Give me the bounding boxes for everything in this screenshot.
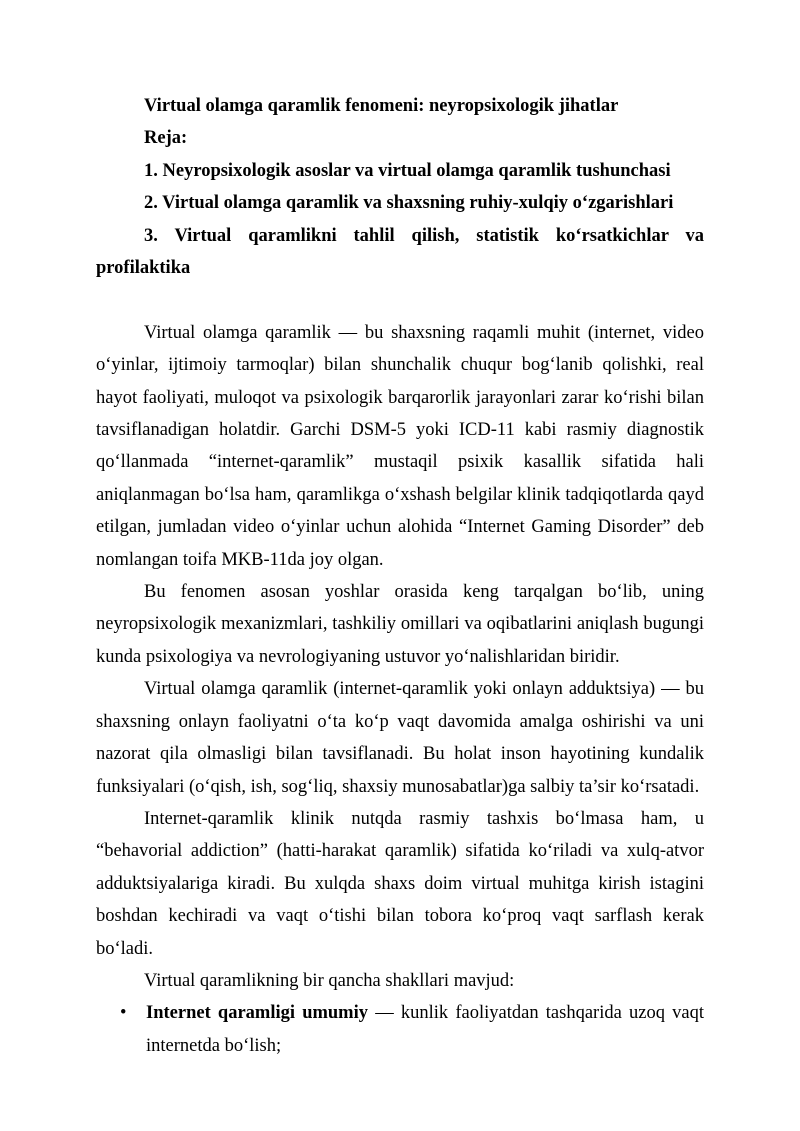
list-item-term: Internet qaramligi umumiy bbox=[146, 1003, 368, 1024]
paragraph-phenomenon: Bu fenomen asosan yoshlar orasida keng tarqalgan bo‘lib, uning neyropsixologik mexanizmlari, tashkiliy omillari va oqibatlarini aniqlash bugungi kunda psixologiya va nevrologiyaning ustuvor yo‘nalishlaridan biridir. bbox=[96, 582, 704, 667]
list-item-text: — kunlik faoliyatdan tashqarida uzoq vaqt internetda bo‘lish; bbox=[146, 1003, 704, 1056]
addiction-forms-list bbox=[96, 997, 704, 1062]
list-item-internet-addiction bbox=[96, 997, 704, 1062]
plan-label: Reja: bbox=[144, 128, 188, 149]
heading-block bbox=[96, 90, 704, 284]
plan-item-1: 1. Neyropsixologik asoslar va virtual olamga qaramlik tushunchasi bbox=[144, 160, 671, 181]
document-title: Virtual olamga qaramlik fenomeni: neyropsixologik jihatlar bbox=[144, 96, 619, 116]
blank-line-spacer bbox=[96, 284, 704, 316]
paragraph-online-addiction: Virtual olamga qaramlik (internet-qaramlik yoki onlayn adduktsiya) — bu shaxsning onlayn faoliyatni o‘ta ko‘p vaqt davomida amalga oshirishi va uni nazorat qila olmasligi bilan tavsiflanadi. Bu holat inson hayotining kundalik funksiyalari (o‘qish, ish, sog‘liq, shaxsiy munosabatlar)ga salbiy ta’sir ko‘rsatadi. bbox=[96, 679, 704, 797]
paragraph-behavioral-addiction: Internet-qaramlik klinik nutqda rasmiy tashxis bo‘lmasa ham, u “behavorial addiction” (hatti-harakat qaramlik) sifatida ko‘riladi va xulq-atvor adduktsiyalariga kiradi. Bu xulqda shaxs doim virtual muhitga kirish istagini boshdan kechiradi va vaqt o‘tishi bilan tobora ko‘proq vaqt sarflash kerak bo‘ladi. bbox=[96, 808, 704, 959]
bullet-icon: • bbox=[120, 1003, 127, 1024]
plan-item-3: 3. Virtual qaramlikni tahlil qilish, statistik ko‘rsatkichlar va profilaktika bbox=[96, 225, 704, 279]
list-intro: Virtual qaramlikning bir qancha shakllari mavjud: bbox=[144, 970, 515, 991]
plan-item-2: 2. Virtual olamga qaramlik va shaxsning ruhiy-xulqiy o‘zgarishlari bbox=[144, 193, 674, 214]
paragraph-definition: Virtual olamga qaramlik — bu shaxsning raqamli muhit (internet, video o‘yinlar, ijtimoiy tarmoqlar) bilan shunchalik chuqur bog‘lanib qolishki, real hayot faoliyati, muloqot va psixologik barqarorlik jarayonlari zarar ko‘rishi bilan tavsiflanadigan holatdir. Garchi DSM-5 yoki ICD-11 kabi rasmiy diagnostik qo‘llanmada “internet-qaramlik” mustaqil psixik kasallik sifatida hali aniqlanmagan bo‘lsa ham, qaramlikga o‘xshash belgilar klinik tadqiqotlarda qayd etilgan, jumladan video o‘yinlar uchun alohida “Internet Gaming Disorder” deb nomlangan toifa MKB-11da joy olgan. bbox=[96, 322, 704, 570]
